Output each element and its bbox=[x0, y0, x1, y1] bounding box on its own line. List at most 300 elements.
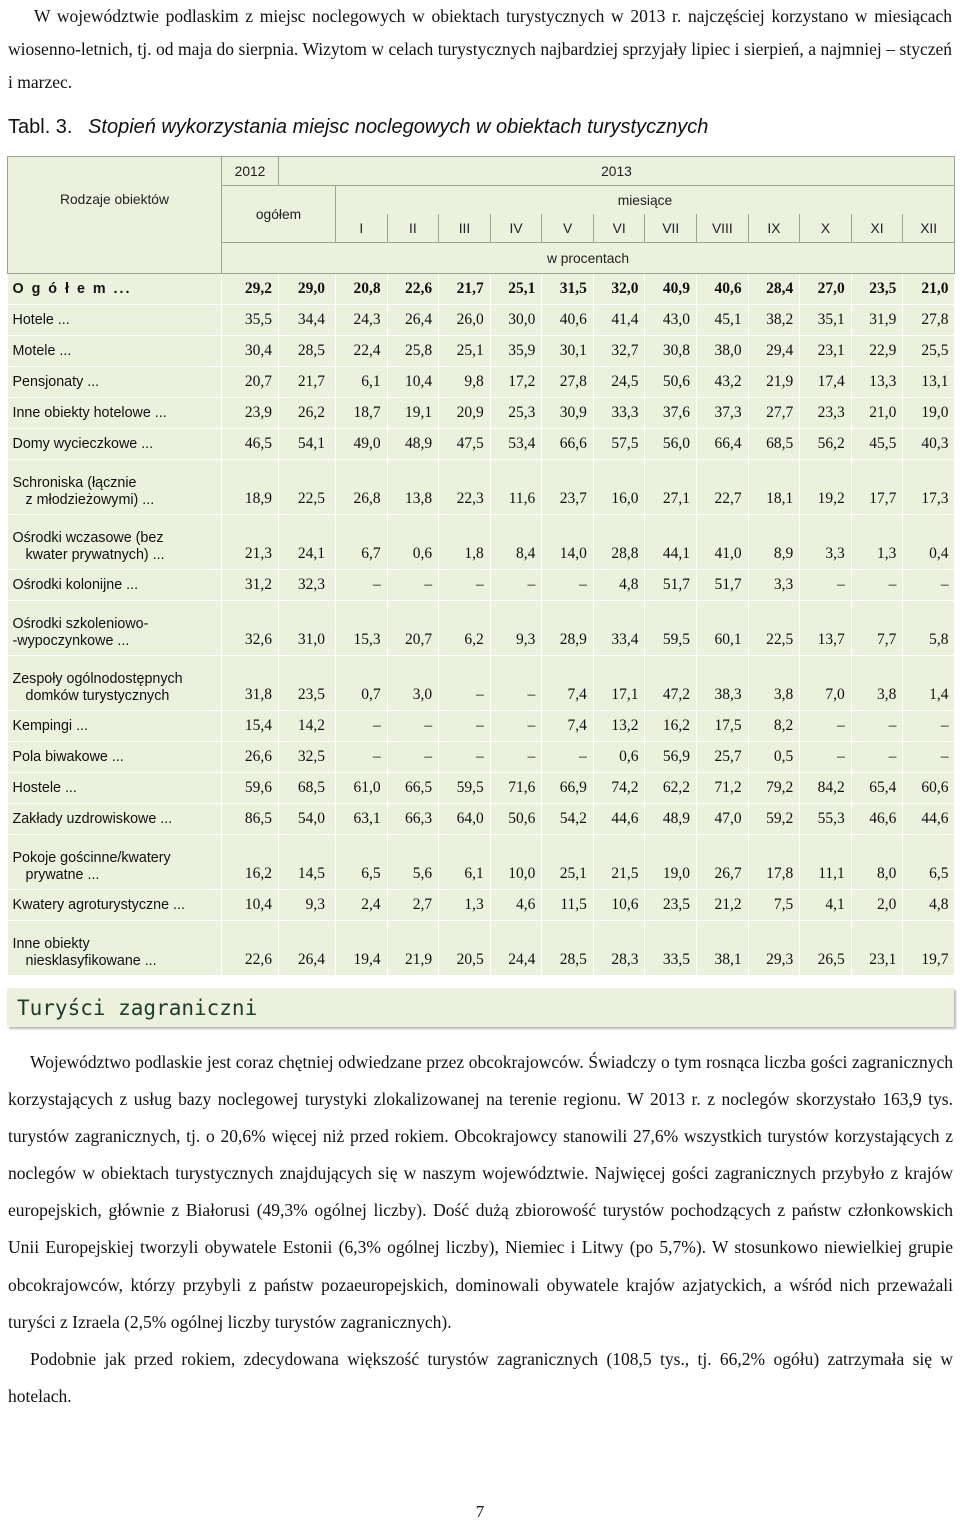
table-cell: 32,0 bbox=[593, 274, 645, 305]
table-cell: 32,3 bbox=[279, 570, 336, 601]
paragraph-2: Podobnie jak przed rokiem, zdecydowana większość turystów zagranicznych (108,5 tys., tj. 66,2% ogółu) zatrzymała się w hotelach. bbox=[8, 1348, 953, 1406]
table-cell: 38,2 bbox=[748, 305, 800, 336]
table-cell: 26,0 bbox=[439, 305, 491, 336]
table-cell: 7,7 bbox=[851, 601, 903, 656]
table-cell: 18,1 bbox=[748, 460, 800, 515]
table-cell: 24,3 bbox=[336, 305, 388, 336]
table-cell: – bbox=[387, 711, 439, 742]
table-cell: 24,5 bbox=[593, 367, 645, 398]
table-cell: – bbox=[439, 711, 491, 742]
table-cell: – bbox=[800, 570, 852, 601]
table-cell: 28,5 bbox=[542, 921, 594, 976]
table-cell: 6,2 bbox=[439, 601, 491, 656]
table-cell: 19,1 bbox=[387, 398, 439, 429]
table-cell: 8,0 bbox=[851, 835, 903, 890]
page-number: 7 bbox=[475, 1502, 485, 1521]
table-cell: 44,1 bbox=[645, 515, 697, 570]
table-cell: 27,1 bbox=[645, 460, 697, 515]
table-cell: 25,1 bbox=[490, 274, 542, 305]
table-cell: 9,3 bbox=[279, 890, 336, 921]
table-cell: 10,4 bbox=[387, 367, 439, 398]
row-label bbox=[8, 336, 222, 367]
table-cell: 29,2 bbox=[222, 274, 279, 305]
table-cell: 74,2 bbox=[593, 773, 645, 804]
table-cell: 13,2 bbox=[593, 711, 645, 742]
row-label-line: Motele ... bbox=[12, 342, 72, 359]
table-cell: 79,2 bbox=[748, 773, 800, 804]
table-cell: 66,3 bbox=[387, 804, 439, 835]
table-cell: 17,7 bbox=[851, 460, 903, 515]
header-month: VI bbox=[593, 214, 645, 243]
header-unit: w procentach bbox=[222, 243, 955, 274]
table-cell: 22,6 bbox=[387, 274, 439, 305]
row-label-line: Pola biwakowe ... bbox=[12, 748, 124, 765]
table-cell: 6,7 bbox=[336, 515, 388, 570]
table-cell: 8,9 bbox=[748, 515, 800, 570]
paragraph-1: Województwo podlaskie jest coraz chętniej odwiedzane przez obcokrajowców. Świadczy o tym rosnąca liczba gości zagranicznych korzystających z usług bazy noclegowej turystyki zlokalizowanej na terenie regionu. W 2013 r. z noclegów skorzystało 163,9 tys. turystów zagranicznych, tj. o 20,6% więcej niż przed rokiem. Obcokrajowcy stanowili 27,6% wszystkich turystów korzystających z noclegów w obiektach turystycznych znajdujących się w naszym województwie. Najwięcej gości zagranicznych przybyło z krajów europejskich, głównie z Białorusi (49,3% ogólnej liczby). Dość dużą zbiorowość turystów pochodzących z państw członkowskich Unii Europejskiej tworzyli obywatele Estonii (6,3% ogólnej liczby), Niemiec i Litwy (po 5,7%). W stosunkowo niewielkiej grupie obcokrajowców, którzy przybyli z państw pozaeuropejskich, dominowali obywatele krajów azjatyckich, a wśród nich przeważali turyści z Izraela (2,5% ogólnej liczby turystów zagranicznych). bbox=[8, 1052, 953, 1332]
table-cell: 34,4 bbox=[279, 305, 336, 336]
table-cell: 51,7 bbox=[645, 570, 697, 601]
table-cell: 24,1 bbox=[279, 515, 336, 570]
table-cell: 20,5 bbox=[439, 921, 491, 976]
table-cell: 51,7 bbox=[697, 570, 749, 601]
header-month: III bbox=[439, 214, 491, 243]
table-cell: 23,1 bbox=[800, 336, 852, 367]
table-cell: 23,5 bbox=[279, 656, 336, 711]
table-cell: 53,4 bbox=[490, 429, 542, 460]
table-cell: 28,5 bbox=[279, 336, 336, 367]
table-cell: 21,3 bbox=[222, 515, 279, 570]
table-cell: 25,5 bbox=[903, 336, 955, 367]
table-row bbox=[8, 711, 955, 742]
header-month: II bbox=[387, 214, 439, 243]
table-cell: 30,9 bbox=[542, 398, 594, 429]
table-cell: 37,3 bbox=[697, 398, 749, 429]
table-cell: 29,0 bbox=[279, 274, 336, 305]
table-cell: 21,0 bbox=[851, 398, 903, 429]
table-cell: – bbox=[851, 742, 903, 773]
table-cell: – bbox=[542, 742, 594, 773]
table-cell: 25,8 bbox=[387, 336, 439, 367]
table-cell: 54,1 bbox=[279, 429, 336, 460]
row-label bbox=[8, 367, 222, 398]
table-cell: 26,7 bbox=[697, 835, 749, 890]
table-cell: 26,4 bbox=[279, 921, 336, 976]
row-label-line: Zakłady uzdrowiskowe ... bbox=[12, 810, 173, 827]
row-label-line: prywatne ... bbox=[25, 867, 100, 883]
table-cell: 31,5 bbox=[542, 274, 594, 305]
table-cell: 3,0 bbox=[387, 656, 439, 711]
table-cell: – bbox=[542, 570, 594, 601]
table-cell: 25,1 bbox=[439, 336, 491, 367]
table-cell: 18,9 bbox=[222, 460, 279, 515]
table-row bbox=[8, 305, 955, 336]
table-cell: 18,7 bbox=[336, 398, 388, 429]
table-cell: 30,4 bbox=[222, 336, 279, 367]
table-cell: 54,0 bbox=[279, 804, 336, 835]
table-cell: 21,2 bbox=[697, 890, 749, 921]
row-label-line: Domy wycieczkowe ... bbox=[12, 435, 154, 452]
table-cell: 0,5 bbox=[748, 742, 800, 773]
table-cell: 33,5 bbox=[645, 921, 697, 976]
header-month: XI bbox=[851, 214, 903, 243]
table-cell: 49,0 bbox=[336, 429, 388, 460]
row-label-line: Hostele ... bbox=[12, 779, 77, 796]
table-row bbox=[8, 460, 955, 515]
table-cell: 0,6 bbox=[593, 742, 645, 773]
intro-paragraph bbox=[8, 0, 952, 99]
row-label bbox=[8, 835, 222, 890]
table-cell: 28,9 bbox=[542, 601, 594, 656]
table-cell: 26,6 bbox=[222, 742, 279, 773]
table-cell: 68,5 bbox=[279, 773, 336, 804]
table-cell: – bbox=[336, 742, 388, 773]
table-cell: 21,7 bbox=[439, 274, 491, 305]
header-year-2012: 2012 bbox=[222, 157, 279, 186]
table-cell: 43,0 bbox=[645, 305, 697, 336]
table-cell: – bbox=[387, 742, 439, 773]
table-cell: 21,9 bbox=[387, 921, 439, 976]
row-label bbox=[8, 274, 222, 305]
table-cell: 20,9 bbox=[439, 398, 491, 429]
table-cell: 6,1 bbox=[336, 367, 388, 398]
table-row bbox=[8, 890, 955, 921]
table-cell: 31,2 bbox=[222, 570, 279, 601]
table-cell: – bbox=[439, 656, 491, 711]
table-cell: 47,5 bbox=[439, 429, 491, 460]
table-cell: – bbox=[439, 742, 491, 773]
table-cell: 8,4 bbox=[490, 515, 542, 570]
row-label-line: Pensjonaty ... bbox=[12, 373, 100, 390]
table-cell: 27,0 bbox=[800, 274, 852, 305]
table-cell: 37,6 bbox=[645, 398, 697, 429]
table-cell: 62,2 bbox=[645, 773, 697, 804]
row-label-line: kwater prywatnych) ... bbox=[25, 547, 165, 563]
row-label bbox=[8, 570, 222, 601]
header-month: XII bbox=[903, 214, 955, 243]
table-row bbox=[8, 804, 955, 835]
table-cell: 10,0 bbox=[490, 835, 542, 890]
table-cell: 14,0 bbox=[542, 515, 594, 570]
table-row bbox=[8, 570, 955, 601]
table-cell: – bbox=[490, 570, 542, 601]
table-cell: 4,6 bbox=[490, 890, 542, 921]
table-cell: – bbox=[851, 711, 903, 742]
table-cell: 22,4 bbox=[336, 336, 388, 367]
table-cell: 16,0 bbox=[593, 460, 645, 515]
row-label bbox=[8, 921, 222, 976]
table-cell: 68,5 bbox=[748, 429, 800, 460]
table-cell: 59,5 bbox=[645, 601, 697, 656]
table-cell: 27,7 bbox=[748, 398, 800, 429]
row-label-line: Kwatery agroturystyczne ... bbox=[12, 896, 185, 913]
table-cell: 66,9 bbox=[542, 773, 594, 804]
table-cell: 21,5 bbox=[593, 835, 645, 890]
row-label-line: Kempingi ... bbox=[12, 717, 88, 734]
table-cell: 21,7 bbox=[279, 367, 336, 398]
table-cell: 63,1 bbox=[336, 804, 388, 835]
table-cell: 19,0 bbox=[645, 835, 697, 890]
table-caption bbox=[8, 116, 708, 139]
table-cell: 47,0 bbox=[697, 804, 749, 835]
table-cell: 40,9 bbox=[645, 274, 697, 305]
row-label bbox=[8, 398, 222, 429]
table-cell: 35,1 bbox=[800, 305, 852, 336]
header-kinds: Rodzaje obiektów bbox=[8, 157, 222, 243]
row-label bbox=[8, 460, 222, 515]
row-label-line: Zespoły ogólnodostępnych bbox=[12, 671, 183, 687]
table-cell: 43,2 bbox=[697, 367, 749, 398]
table-row bbox=[8, 656, 955, 711]
table-cell: 1,8 bbox=[439, 515, 491, 570]
row-label bbox=[8, 305, 222, 336]
table-cell: 33,3 bbox=[593, 398, 645, 429]
table-number: Tabl. 3. bbox=[8, 116, 73, 138]
body-text bbox=[8, 1044, 953, 1415]
table-cell: 28,8 bbox=[593, 515, 645, 570]
table-cell: 28,3 bbox=[593, 921, 645, 976]
table-cell: 29,4 bbox=[748, 336, 800, 367]
row-label bbox=[8, 515, 222, 570]
row-label bbox=[8, 742, 222, 773]
table-cell: 41,4 bbox=[593, 305, 645, 336]
header-kinds-spacer bbox=[8, 243, 222, 274]
header-month: X bbox=[800, 214, 852, 243]
table-cell: 86,5 bbox=[222, 804, 279, 835]
table-cell: 1,3 bbox=[851, 515, 903, 570]
row-label bbox=[8, 656, 222, 711]
table-cell: 14,2 bbox=[279, 711, 336, 742]
row-label-line: Schroniska (łącznie bbox=[12, 475, 137, 491]
table-cell: 20,7 bbox=[222, 367, 279, 398]
table-cell: – bbox=[387, 570, 439, 601]
intro-text: W województwie podlaskim z miejsc noclegowych w obiektach turystycznych w 2013 r. najczęściej korzystano w miesiącach wiosenno-letnich, tj. od maja do sierpnia. Wizytom w celach turystycznych najbardziej sprzyjały lipiec i sierpień, a najmniej – styczeń i marzec. bbox=[8, 6, 952, 92]
table-cell: 2,7 bbox=[387, 890, 439, 921]
table-row bbox=[8, 398, 955, 429]
table-cell: – bbox=[490, 711, 542, 742]
table-cell: 3,8 bbox=[851, 656, 903, 711]
table-cell: 26,8 bbox=[336, 460, 388, 515]
table-cell: 60,1 bbox=[697, 601, 749, 656]
table-cell: 64,0 bbox=[439, 804, 491, 835]
table-cell: 6,5 bbox=[903, 835, 955, 890]
table-cell: 15,4 bbox=[222, 711, 279, 742]
row-label bbox=[8, 890, 222, 921]
table-cell: 32,5 bbox=[279, 742, 336, 773]
table-cell: 7,4 bbox=[542, 656, 594, 711]
table-cell: 13,3 bbox=[851, 367, 903, 398]
table-cell: 59,6 bbox=[222, 773, 279, 804]
table-cell: 24,4 bbox=[490, 921, 542, 976]
table-cell: 23,1 bbox=[851, 921, 903, 976]
table-cell: 31,0 bbox=[279, 601, 336, 656]
row-label bbox=[8, 429, 222, 460]
table-cell: 5,6 bbox=[387, 835, 439, 890]
table-cell: 30,8 bbox=[645, 336, 697, 367]
table-cell: 23,9 bbox=[222, 398, 279, 429]
row-label bbox=[8, 711, 222, 742]
row-label-line: O g ó ł e m ... bbox=[12, 280, 132, 297]
table-cell: – bbox=[851, 570, 903, 601]
table-cell: – bbox=[490, 656, 542, 711]
table-cell: 71,2 bbox=[697, 773, 749, 804]
table-cell: 7,5 bbox=[748, 890, 800, 921]
table-cell: 0,7 bbox=[336, 656, 388, 711]
table-cell: 4,8 bbox=[593, 570, 645, 601]
table-cell: 10,6 bbox=[593, 890, 645, 921]
table-cell: 19,4 bbox=[336, 921, 388, 976]
table-cell: – bbox=[903, 742, 955, 773]
table-cell: 0,4 bbox=[903, 515, 955, 570]
table-cell: 27,8 bbox=[542, 367, 594, 398]
table-cell: 19,0 bbox=[903, 398, 955, 429]
table-row bbox=[8, 367, 955, 398]
table-cell: 59,2 bbox=[748, 804, 800, 835]
table-cell: 13,8 bbox=[387, 460, 439, 515]
table-cell: 65,4 bbox=[851, 773, 903, 804]
table-cell: 20,8 bbox=[336, 274, 388, 305]
row-label-line: Inne obiekty bbox=[12, 936, 90, 952]
table-cell: 15,3 bbox=[336, 601, 388, 656]
row-label bbox=[8, 601, 222, 656]
table-cell: 6,1 bbox=[439, 835, 491, 890]
section-heading bbox=[7, 988, 954, 1027]
table-cell: 10,4 bbox=[222, 890, 279, 921]
header-total: ogółem bbox=[222, 186, 336, 243]
table-cell: 23,3 bbox=[800, 398, 852, 429]
table-cell: 60,6 bbox=[903, 773, 955, 804]
table-cell: 50,6 bbox=[645, 367, 697, 398]
table-cell: 32,7 bbox=[593, 336, 645, 367]
row-label-line: Hotele ... bbox=[12, 311, 70, 328]
table-cell: – bbox=[336, 711, 388, 742]
row-label-line: niesklasyfikowane ... bbox=[25, 953, 157, 969]
table-cell: 2,4 bbox=[336, 890, 388, 921]
table-cell: 38,0 bbox=[697, 336, 749, 367]
table-cell: 21,9 bbox=[748, 367, 800, 398]
table-cell: 16,2 bbox=[222, 835, 279, 890]
table-cell: 17,8 bbox=[748, 835, 800, 890]
table-cell: 47,2 bbox=[645, 656, 697, 711]
header-month: V bbox=[542, 214, 594, 243]
table-cell: 30,1 bbox=[542, 336, 594, 367]
table-cell: 6,5 bbox=[336, 835, 388, 890]
table-cell: 3,3 bbox=[800, 515, 852, 570]
table-cell: 61,0 bbox=[336, 773, 388, 804]
occupancy-table bbox=[7, 156, 955, 976]
table-cell: 45,1 bbox=[697, 305, 749, 336]
table-cell: 25,7 bbox=[697, 742, 749, 773]
table-cell: 32,6 bbox=[222, 601, 279, 656]
table-cell: 7,4 bbox=[542, 711, 594, 742]
table-cell: 13,1 bbox=[903, 367, 955, 398]
table-cell: 45,5 bbox=[851, 429, 903, 460]
table-cell: 25,3 bbox=[490, 398, 542, 429]
table-cell: 17,3 bbox=[903, 460, 955, 515]
row-label-line: domków turystycznych bbox=[25, 688, 170, 704]
table-cell: 23,5 bbox=[851, 274, 903, 305]
table-cell: 38,3 bbox=[697, 656, 749, 711]
table-cell: – bbox=[800, 742, 852, 773]
table-cell: 25,1 bbox=[542, 835, 594, 890]
table-cell: 4,1 bbox=[800, 890, 852, 921]
table-cell: 66,4 bbox=[697, 429, 749, 460]
table-cell: 44,6 bbox=[903, 804, 955, 835]
table-cell: 21,0 bbox=[903, 274, 955, 305]
table-cell: 84,2 bbox=[800, 773, 852, 804]
table-row bbox=[8, 429, 955, 460]
table-cell: 22,5 bbox=[279, 460, 336, 515]
table-cell: 17,5 bbox=[697, 711, 749, 742]
table-cell: 46,6 bbox=[851, 804, 903, 835]
table-row bbox=[8, 515, 955, 570]
table-row bbox=[8, 921, 955, 976]
table-cell: 35,9 bbox=[490, 336, 542, 367]
row-label-line: Inne obiekty hotelowe ... bbox=[12, 404, 167, 421]
table-cell: 2,0 bbox=[851, 890, 903, 921]
table-cell: 40,6 bbox=[697, 274, 749, 305]
section-title: Turyści zagraniczni bbox=[17, 996, 258, 1020]
table-cell: 17,2 bbox=[490, 367, 542, 398]
table-cell: – bbox=[336, 570, 388, 601]
table-cell: 19,2 bbox=[800, 460, 852, 515]
table-cell: 11,5 bbox=[542, 890, 594, 921]
table-row bbox=[8, 601, 955, 656]
table-cell: 19,7 bbox=[903, 921, 955, 976]
table-cell: 46,5 bbox=[222, 429, 279, 460]
row-label-line: z młodzieżowymi) ... bbox=[25, 492, 155, 508]
table-cell: 22,6 bbox=[222, 921, 279, 976]
table-row bbox=[8, 742, 955, 773]
table-cell: 35,5 bbox=[222, 305, 279, 336]
table-cell: 27,8 bbox=[903, 305, 955, 336]
row-label bbox=[8, 773, 222, 804]
row-label-line: Ośrodki wczasowe (bez bbox=[12, 530, 164, 546]
header-months: miesiące bbox=[336, 186, 955, 215]
table-cell: 22,5 bbox=[748, 601, 800, 656]
table-cell: 38,1 bbox=[697, 921, 749, 976]
table-cell: – bbox=[800, 711, 852, 742]
table-cell: 66,6 bbox=[542, 429, 594, 460]
table-cell: 20,7 bbox=[387, 601, 439, 656]
row-label bbox=[8, 804, 222, 835]
table-cell: – bbox=[903, 570, 955, 601]
header-month: IV bbox=[490, 214, 542, 243]
row-label-line: Ośrodki kolonijne ... bbox=[12, 576, 139, 593]
table-cell: 29,3 bbox=[748, 921, 800, 976]
table-cell: 22,3 bbox=[439, 460, 491, 515]
table-cell: 26,2 bbox=[279, 398, 336, 429]
table-cell: 1,4 bbox=[903, 656, 955, 711]
table-cell: – bbox=[490, 742, 542, 773]
table-cell: 14,5 bbox=[279, 835, 336, 890]
table-cell: 7,0 bbox=[800, 656, 852, 711]
table-cell: 59,5 bbox=[439, 773, 491, 804]
table-cell: 50,6 bbox=[490, 804, 542, 835]
table-cell: – bbox=[439, 570, 491, 601]
table-cell: 1,3 bbox=[439, 890, 491, 921]
table-cell: 0,6 bbox=[387, 515, 439, 570]
table-cell: 54,2 bbox=[542, 804, 594, 835]
table-cell: 28,4 bbox=[748, 274, 800, 305]
table-cell: 8,2 bbox=[748, 711, 800, 742]
table-cell: 56,9 bbox=[645, 742, 697, 773]
table-cell: 17,1 bbox=[593, 656, 645, 711]
row-label-line: -wypoczynkowe ... bbox=[12, 633, 130, 649]
table-cell: 9,3 bbox=[490, 601, 542, 656]
table-cell: 56,2 bbox=[800, 429, 852, 460]
table-cell: 31,9 bbox=[851, 305, 903, 336]
